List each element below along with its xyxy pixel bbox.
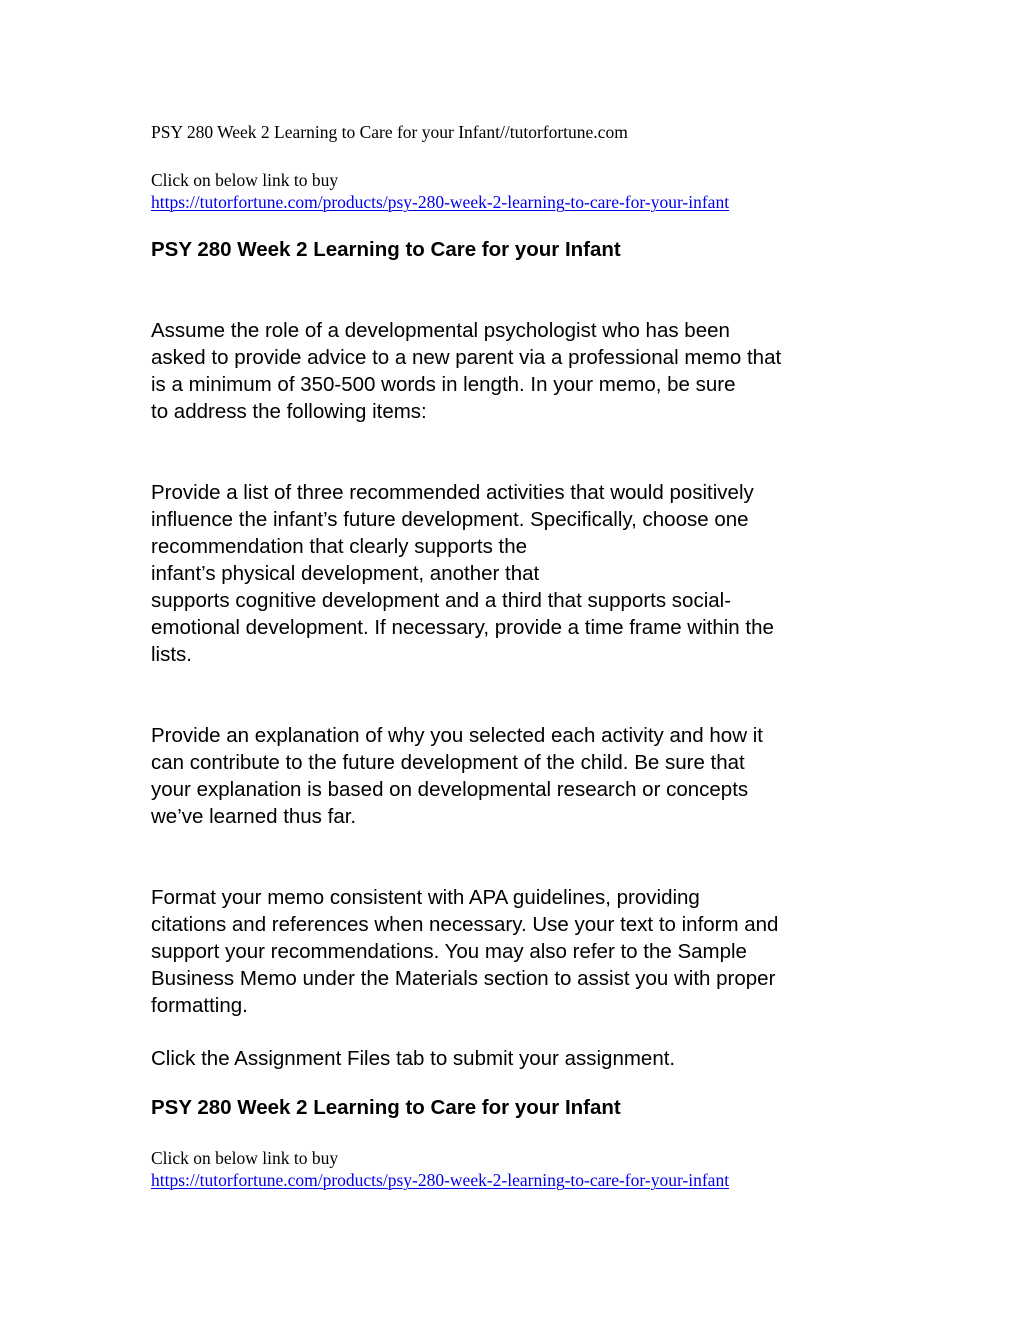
buy-label-bottom: Click on below link to buy (151, 1148, 339, 1168)
paragraph-line: Format your memo consistent with APA guidelines, providing (151, 886, 700, 909)
buy-label-top: Click on below link to buy (151, 170, 339, 190)
submit-instruction (151, 1045, 891, 1072)
paragraph-line: Business Memo under the Materials section to assist you with proper (151, 967, 776, 990)
paragraph-line: Provide an explanation of why you selected each activity and how it (151, 724, 763, 747)
paragraph-line: to address the following items: (151, 400, 427, 423)
paragraph-role (151, 317, 891, 425)
product-link-top[interactable]: https://tutorfortune.com/products/psy-280-week-2-learning-to-care-for-your-infant (151, 192, 730, 212)
paragraph-activities (151, 479, 891, 668)
paragraph-line: your explanation is based on developmental research or concepts (151, 778, 749, 801)
submit-line: Click the Assignment Files tab to submit your assignment. (151, 1047, 676, 1070)
paragraph-line: influence the infant’s future development. Specifically, choose one (151, 508, 749, 531)
paragraph-line: infant’s physical development, another that (151, 562, 540, 585)
heading-bottom: PSY 280 Week 2 Learning to Care for your Infant (151, 1096, 621, 1119)
paragraph-line: asked to provide advice to a new parent via a professional memo that (151, 346, 782, 369)
paragraph-line: Provide a list of three recommended activities that would positively (151, 481, 754, 504)
paragraph-line: lists. (151, 643, 192, 666)
title-line: PSY 280 Week 2 Learning to Care for your Infant//tutorfortune.com (151, 122, 628, 142)
paragraph-line: supports cognitive development and a third that supports social- (151, 589, 732, 612)
paragraph-format (151, 884, 891, 1019)
paragraph-line: formatting. (151, 994, 248, 1017)
paragraph-explanation (151, 722, 891, 830)
paragraph-line: citations and references when necessary. Use your text to inform and (151, 913, 779, 936)
paragraph-line: can contribute to the future development of the child. Be sure that (151, 751, 745, 774)
paragraph-line: support your recommendations. You may also refer to the Sample (151, 940, 747, 963)
heading-top: PSY 280 Week 2 Learning to Care for your Infant (151, 238, 621, 261)
paragraph-line: we’ve learned thus far. (151, 805, 357, 828)
paragraph-line: emotional development. If necessary, provide a time frame within the (151, 616, 774, 639)
paragraph-line: Assume the role of a developmental psychologist who has been (151, 319, 730, 342)
product-link-bottom[interactable]: https://tutorfortune.com/products/psy-280-week-2-learning-to-care-for-your-infant (151, 1170, 730, 1190)
paragraph-line: is a minimum of 350-500 words in length. In your memo, be sure (151, 373, 736, 396)
paragraph-line: recommendation that clearly supports the (151, 535, 528, 558)
